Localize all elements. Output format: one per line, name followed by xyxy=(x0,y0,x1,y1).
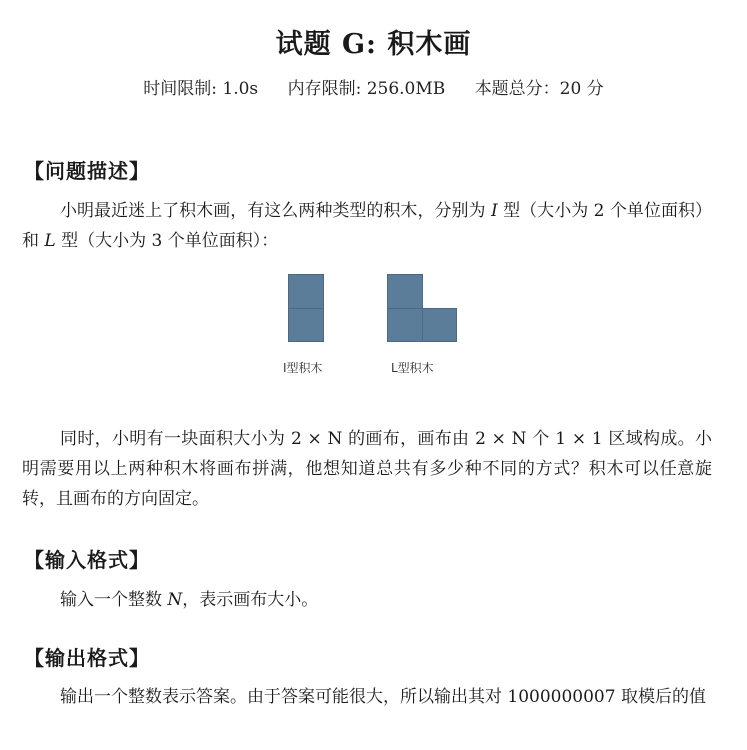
memory-limit: 内存限制: 256.0MB xyxy=(287,79,446,99)
input-var-n: N xyxy=(167,590,183,610)
output-format-heading: 【输出格式】 xyxy=(24,646,150,670)
total-score: 本题总分：20 分 xyxy=(474,79,604,99)
i-block-top xyxy=(288,274,324,309)
problem-meta xyxy=(0,74,747,99)
i-block-label: I型积木 xyxy=(283,361,323,375)
l-block-top xyxy=(387,274,423,309)
l-block-bottom-left xyxy=(387,308,423,342)
p1-text-c: 型（大小为 3 个单位面积）： xyxy=(61,231,279,251)
i-block-bottom xyxy=(288,308,324,342)
l-block-bottom-right xyxy=(422,308,457,342)
block-figure xyxy=(270,268,480,388)
time-limit: 时间限制: 1.0s xyxy=(143,79,259,99)
p1-var-i: I xyxy=(490,201,498,221)
input-text-a: 输入一个整数 xyxy=(60,590,162,610)
output-format-text: 输出一个整数表示答案。由于答案可能很大，所以输出其对 1000000007 取模后的值 xyxy=(60,687,706,707)
input-format-heading: 【输入格式】 xyxy=(24,548,150,572)
p1-text-b: 型（大小为 2 个单位面积）和 xyxy=(22,201,713,251)
input-format-text xyxy=(22,585,712,615)
problem-description-paragraph-1 xyxy=(22,196,712,256)
input-text-b: ，表示画布大小。 xyxy=(182,590,319,610)
problem-description-paragraph-2: 同时，小明有一块面积大小为 2 × N 的画布，画布由 2 × N 个 1 × 1 区域构成。小明需要用以上两种积木将画布拼满，他想知道总共有多少种不同的方式？积木可以任意旋转，且画布的方向固定。 xyxy=(22,429,712,509)
problem-title: 试题 G: 积木画 xyxy=(275,29,472,60)
p1-var-l: L xyxy=(44,231,56,251)
problem-description-heading: 【问题描述】 xyxy=(24,159,150,183)
l-block-label: L型积木 xyxy=(391,361,434,375)
p1-text-a: 小明最近迷上了积木画，有这么两种类型的积木，分别为 xyxy=(60,201,486,221)
